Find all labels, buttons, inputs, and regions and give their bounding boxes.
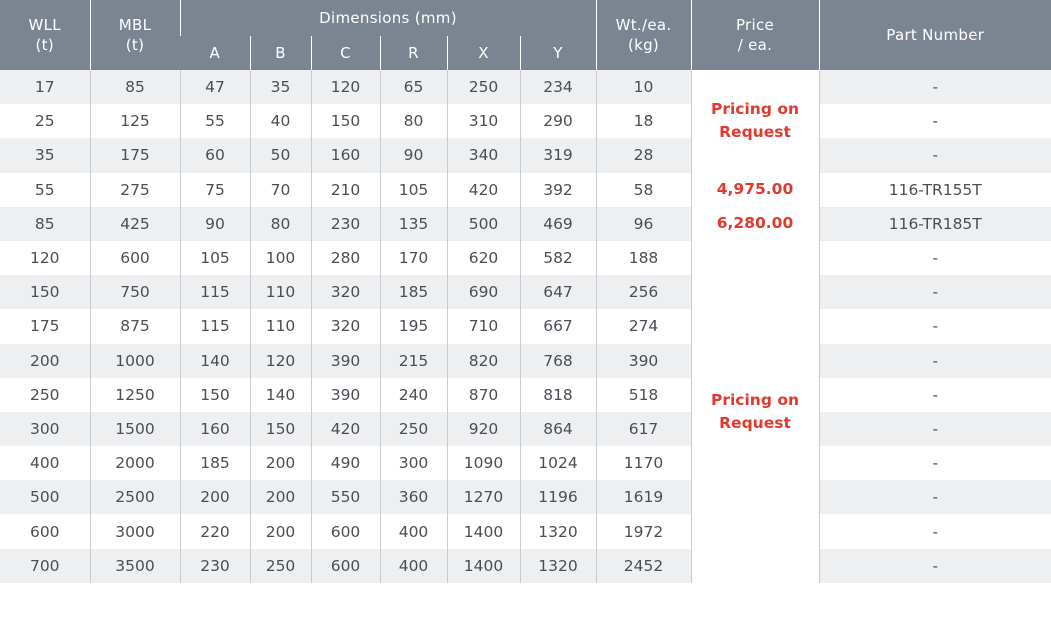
cell-part-number: - [819,275,1051,309]
cell-c: 550 [311,480,380,514]
cell-r: 400 [380,514,447,548]
cell-part-number: - [819,514,1051,548]
cell-wt: 1170 [596,446,691,480]
table-row [0,207,1051,241]
cell-a: 185 [180,446,250,480]
table-row [0,514,1051,548]
cell-r: 250 [380,412,447,446]
header-dim-r: R [380,36,447,70]
cell-wll: 55 [0,173,90,207]
cell-b: 50 [250,138,311,172]
price-on-request-2: Pricing on Request [691,241,819,583]
cell-mbl: 600 [90,241,180,275]
cell-b: 70 [250,173,311,207]
cell-b: 35 [250,70,311,104]
cell-wll: 25 [0,104,90,138]
cell-wll: 35 [0,138,90,172]
header-mbl: MBL (t) [90,0,180,70]
header-dim-b: B [250,36,311,70]
table-header [0,0,1051,70]
cell-part-number: - [819,241,1051,275]
cell-c: 600 [311,514,380,548]
cell-b: 200 [250,514,311,548]
cell-y: 1320 [520,514,596,548]
cell-wt: 1972 [596,514,691,548]
cell-part-number: 116-TR155T [819,173,1051,207]
cell-x: 710 [447,309,520,343]
cell-part-number: - [819,378,1051,412]
price-on-request-1: Pricing on Request [691,70,819,173]
cell-part-number: - [819,446,1051,480]
cell-x: 1270 [447,480,520,514]
cell-a: 230 [180,549,250,583]
cell-a: 47 [180,70,250,104]
cell-r: 170 [380,241,447,275]
cell-x: 620 [447,241,520,275]
price-85: 6,280.00 [691,207,819,241]
cell-part-number: - [819,309,1051,343]
table-row [0,241,1051,275]
cell-r: 300 [380,446,447,480]
cell-y: 1196 [520,480,596,514]
cell-mbl: 425 [90,207,180,241]
header-dim-a: A [180,36,250,70]
cell-x: 500 [447,207,520,241]
cell-mbl: 1000 [90,344,180,378]
header-price: Price / ea. [691,0,819,70]
cell-y: 768 [520,344,596,378]
cell-r: 105 [380,173,447,207]
cell-a: 55 [180,104,250,138]
cell-c: 120 [311,70,380,104]
cell-y: 667 [520,309,596,343]
cell-b: 150 [250,412,311,446]
cell-y: 469 [520,207,596,241]
table-row [0,173,1051,207]
header-weight: Wt./ea. (kg) [596,0,691,70]
cell-wt: 617 [596,412,691,446]
cell-c: 490 [311,446,380,480]
cell-y: 290 [520,104,596,138]
cell-wt: 96 [596,207,691,241]
cell-part-number: - [819,480,1051,514]
table-body [0,70,1051,583]
table-row [0,344,1051,378]
cell-r: 195 [380,309,447,343]
cell-x: 870 [447,378,520,412]
cell-r: 185 [380,275,447,309]
cell-c: 150 [311,104,380,138]
cell-a: 140 [180,344,250,378]
cell-a: 105 [180,241,250,275]
cell-c: 420 [311,412,380,446]
cell-part-number: - [819,104,1051,138]
cell-wll: 700 [0,549,90,583]
cell-b: 80 [250,207,311,241]
cell-wt: 10 [596,70,691,104]
cell-part-number: - [819,138,1051,172]
cell-r: 80 [380,104,447,138]
cell-wll: 300 [0,412,90,446]
cell-b: 120 [250,344,311,378]
cell-b: 40 [250,104,311,138]
cell-wt: 1619 [596,480,691,514]
header-wll: WLL (t) [0,0,90,70]
cell-y: 1024 [520,446,596,480]
cell-x: 820 [447,344,520,378]
cell-x: 420 [447,173,520,207]
cell-a: 150 [180,378,250,412]
cell-mbl: 3000 [90,514,180,548]
header-dim-c: C [311,36,380,70]
cell-y: 319 [520,138,596,172]
cell-mbl: 875 [90,309,180,343]
cell-x: 1090 [447,446,520,480]
cell-wll: 150 [0,275,90,309]
cell-wt: 18 [596,104,691,138]
cell-wt: 518 [596,378,691,412]
cell-c: 390 [311,344,380,378]
cell-x: 690 [447,275,520,309]
cell-b: 200 [250,480,311,514]
cell-wll: 17 [0,70,90,104]
cell-x: 1400 [447,549,520,583]
cell-wll: 250 [0,378,90,412]
cell-y: 1320 [520,549,596,583]
cell-wll: 175 [0,309,90,343]
cell-c: 390 [311,378,380,412]
cell-b: 140 [250,378,311,412]
cell-r: 240 [380,378,447,412]
table-row [0,70,1051,104]
table-row [0,275,1051,309]
cell-x: 310 [447,104,520,138]
cell-y: 864 [520,412,596,446]
cell-wt: 274 [596,309,691,343]
header-dim-x: X [447,36,520,70]
cell-y: 818 [520,378,596,412]
header-part-number: Part Number [819,0,1051,70]
table-row [0,309,1051,343]
cell-y: 234 [520,70,596,104]
cell-c: 210 [311,173,380,207]
cell-a: 115 [180,309,250,343]
cell-c: 320 [311,275,380,309]
cell-mbl: 1500 [90,412,180,446]
cell-c: 230 [311,207,380,241]
cell-y: 647 [520,275,596,309]
cell-r: 90 [380,138,447,172]
cell-wll: 400 [0,446,90,480]
cell-part-number: 116-TR185T [819,207,1051,241]
cell-part-number: - [819,412,1051,446]
cell-a: 200 [180,480,250,514]
header-dim-y: Y [520,36,596,70]
cell-wt: 58 [596,173,691,207]
cell-wll: 120 [0,241,90,275]
cell-c: 320 [311,309,380,343]
cell-mbl: 2500 [90,480,180,514]
cell-c: 280 [311,241,380,275]
cell-mbl: 3500 [90,549,180,583]
cell-a: 220 [180,514,250,548]
cell-r: 400 [380,549,447,583]
cell-wll: 200 [0,344,90,378]
cell-b: 250 [250,549,311,583]
cell-mbl: 2000 [90,446,180,480]
cell-wll: 600 [0,514,90,548]
table-row [0,378,1051,412]
cell-b: 200 [250,446,311,480]
cell-y: 582 [520,241,596,275]
header-dimensions: Dimensions (mm) [180,0,596,36]
cell-b: 110 [250,275,311,309]
cell-b: 110 [250,309,311,343]
cell-y: 392 [520,173,596,207]
cell-mbl: 750 [90,275,180,309]
cell-wll: 500 [0,480,90,514]
cell-a: 160 [180,412,250,446]
table-row [0,549,1051,583]
table-row [0,104,1051,138]
cell-part-number: - [819,549,1051,583]
cell-wt: 188 [596,241,691,275]
cell-c: 160 [311,138,380,172]
price-55: 4,975.00 [691,173,819,207]
cell-c: 600 [311,549,380,583]
cell-r: 215 [380,344,447,378]
cell-r: 65 [380,70,447,104]
cell-mbl: 1250 [90,378,180,412]
cell-wt: 28 [596,138,691,172]
cell-x: 920 [447,412,520,446]
table-row [0,412,1051,446]
cell-wt: 256 [596,275,691,309]
cell-mbl: 175 [90,138,180,172]
cell-wt: 2452 [596,549,691,583]
cell-r: 360 [380,480,447,514]
cell-a: 60 [180,138,250,172]
cell-b: 100 [250,241,311,275]
table-row [0,480,1051,514]
cell-x: 340 [447,138,520,172]
cell-x: 250 [447,70,520,104]
table-row [0,138,1051,172]
cell-a: 75 [180,173,250,207]
cell-r: 135 [380,207,447,241]
cell-mbl: 85 [90,70,180,104]
cell-x: 1400 [447,514,520,548]
cell-part-number: - [819,70,1051,104]
cell-part-number: - [819,344,1051,378]
cell-a: 90 [180,207,250,241]
cell-mbl: 125 [90,104,180,138]
cell-wt: 390 [596,344,691,378]
cell-wll: 85 [0,207,90,241]
cell-a: 115 [180,275,250,309]
cell-mbl: 275 [90,173,180,207]
table-row [0,446,1051,480]
